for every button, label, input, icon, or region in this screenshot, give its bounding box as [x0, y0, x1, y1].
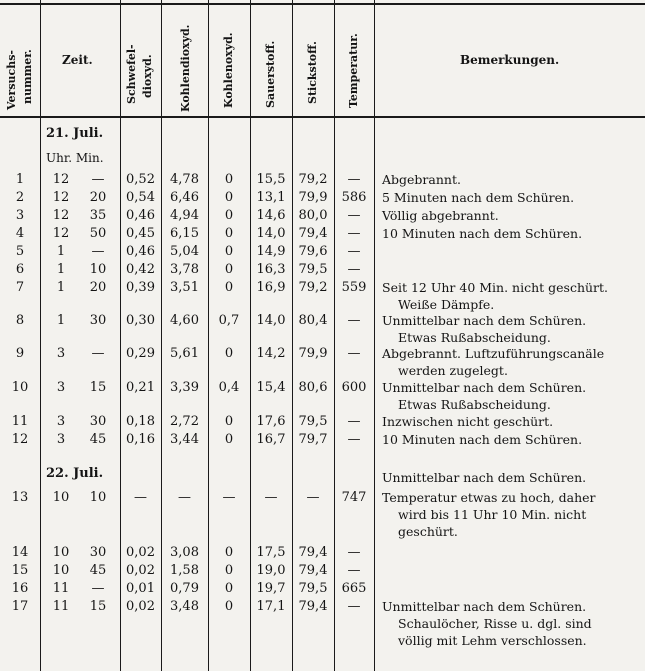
cell-temperatur: — [347, 563, 361, 578]
cell-kohlendioxyd: 2,72 [170, 414, 199, 429]
cell-nummer: 12 [11, 432, 29, 447]
remark-line: werden zugelegt. [398, 363, 508, 378]
cell-sauerstoff: 19,7 [256, 581, 286, 596]
cell-temperatur: — [347, 599, 361, 614]
cell-hour: 10 [52, 490, 70, 505]
cell-kohlenoxyd: 0 [224, 581, 234, 596]
cell-hour: 12 [52, 226, 70, 241]
cell-sauerstoff: 14,0 [256, 313, 286, 328]
header-versuchs: Versuchs- [5, 50, 18, 110]
cell-nummer: 13 [11, 490, 29, 505]
header-kohlendioxyd: Kohlendioxyd. [179, 24, 192, 112]
cell-temperatur: — [347, 346, 361, 361]
cell-hour: 11 [52, 581, 70, 596]
cell-kohlenoxyd: 0 [224, 545, 234, 560]
cell-sauerstoff: 17,6 [256, 414, 286, 429]
cell-hour: 12 [52, 190, 70, 205]
cell-minute: 30 [89, 414, 107, 429]
remark-line: Temperatur etwas zu hoch, daher [382, 490, 596, 505]
time-header: Uhr. Min. [46, 151, 104, 165]
header-zeit: Zeit. [62, 53, 93, 67]
cell-nummer: 3 [15, 208, 25, 223]
remark-line: 5 Minuten nach dem Schüren. [382, 190, 575, 205]
cell-sauerstoff: 16,3 [256, 262, 286, 277]
cell-sauerstoff: — [264, 490, 278, 505]
header-schwefel: Schwefel- [125, 44, 138, 104]
header-dioxyd: dioxyd. [141, 54, 154, 98]
cell-nummer: 6 [15, 262, 25, 277]
header-bemerkungen: Bemerkungen. [460, 53, 560, 67]
cell-nummer: 16 [11, 581, 29, 596]
cell-kohlendioxyd: — [178, 490, 191, 505]
remark-line: geschürt. [398, 524, 458, 539]
cell-sauerstoff: 19,0 [256, 563, 286, 578]
remark-line: Unmittelbar nach dem Schüren. [382, 599, 587, 614]
cell-stickstoff: 79,9 [298, 190, 328, 205]
remark-line: Völlig abgebrannt. [382, 208, 499, 223]
cell-sauerstoff: 17,1 [256, 599, 286, 614]
cell-kohlenoxyd: 0,7 [218, 313, 240, 328]
cell-nummer: 1 [15, 172, 25, 187]
date-label: 22. Juli. [46, 466, 104, 481]
cell-kohlendioxyd: 4,94 [170, 208, 199, 223]
cell-kohlendioxyd: 4,60 [170, 313, 199, 328]
cell-minute: — [91, 581, 105, 596]
cell-kohlenoxyd: 0 [224, 208, 234, 223]
remark-line: 10 Minuten nach dem Schüren. [382, 226, 583, 241]
cell-stickstoff: 80,4 [298, 313, 328, 328]
cell-minute: 15 [89, 380, 107, 395]
cell-schwefeldioxyd: 0,30 [126, 313, 155, 328]
cell-stickstoff: 79,5 [298, 581, 328, 596]
remark-line: wird bis 11 Uhr 10 Min. nicht [398, 507, 587, 522]
cell-nummer: 10 [11, 380, 29, 395]
remark-line: Seit 12 Uhr 40 Min. nicht geschürt. [382, 280, 609, 295]
cell-temperatur: — [347, 545, 361, 560]
remark-line: Unmittelbar nach dem Schüren. [382, 380, 587, 395]
header-temperatur: Temperatur. [347, 33, 360, 108]
remark-line: Abgebrannt. Luftzuführungscanäle [382, 346, 605, 361]
cell-kohlenoxyd: 0 [224, 432, 234, 447]
cell-stickstoff: 79,4 [298, 563, 328, 578]
cell-kohlendioxyd: 1,58 [170, 563, 199, 578]
cell-kohlenoxyd: 0 [224, 190, 234, 205]
cell-temperatur: 600 [341, 380, 367, 395]
cell-nummer: 8 [15, 313, 25, 328]
cell-kohlendioxyd: 3,51 [170, 280, 199, 295]
cell-nummer: 14 [11, 545, 29, 560]
cell-temperatur: — [347, 313, 361, 328]
cell-nummer: 7 [15, 280, 25, 295]
cell-hour: 3 [56, 346, 66, 361]
cell-stickstoff: 79,4 [298, 226, 328, 241]
remark-line: Etwas Rußabscheidung. [398, 330, 551, 345]
remark-line: Etwas Rußabscheidung. [398, 397, 551, 412]
cell-hour: 3 [56, 432, 66, 447]
cell-sauerstoff: 16,7 [256, 432, 286, 447]
cell-kohlenoxyd: 0 [224, 563, 234, 578]
cell-schwefeldioxyd: — [134, 490, 147, 505]
cell-schwefeldioxyd: 0,46 [126, 208, 155, 223]
header-sauerstoff: Sauerstoff. [264, 40, 277, 108]
cell-minute: 45 [89, 432, 107, 447]
cell-minute: — [91, 244, 105, 259]
cell-sauerstoff: 14,2 [256, 346, 286, 361]
cell-schwefeldioxyd: 0,18 [126, 414, 155, 429]
cell-temperatur: — [347, 172, 361, 187]
cell-minute: 20 [89, 190, 107, 205]
cell-temperatur: — [347, 244, 361, 259]
cell-hour: 1 [56, 313, 66, 328]
cell-hour: 1 [56, 262, 66, 277]
cell-temperatur: — [347, 226, 361, 241]
cell-sauerstoff: 14,9 [256, 244, 286, 259]
cell-kohlendioxyd: 3,08 [170, 545, 199, 560]
cell-kohlenoxyd: — [222, 490, 236, 505]
cell-minute: — [91, 172, 105, 187]
cell-minute: 50 [89, 226, 107, 241]
cell-stickstoff: 79,9 [298, 346, 328, 361]
cell-hour: 10 [52, 563, 70, 578]
cell-schwefeldioxyd: 0,39 [126, 280, 155, 295]
cell-sauerstoff: 17,5 [256, 545, 286, 560]
cell-kohlendioxyd: 6,46 [170, 190, 199, 205]
cell-kohlenoxyd: 0 [224, 346, 234, 361]
cell-kohlendioxyd: 3,78 [170, 262, 199, 277]
cell-stickstoff: — [306, 490, 320, 505]
cell-stickstoff: 79,2 [298, 280, 328, 295]
cell-minute: 10 [89, 262, 107, 277]
cell-kohlenoxyd: 0,4 [218, 380, 240, 395]
col-rule [374, 0, 375, 671]
cell-kohlenoxyd: 0 [224, 244, 234, 259]
cell-minute: 30 [89, 313, 107, 328]
col-rule [40, 0, 41, 671]
cell-schwefeldioxyd: 0,46 [126, 244, 155, 259]
cell-schwefeldioxyd: 0,16 [126, 432, 155, 447]
remark-line: Abgebrannt. [382, 172, 461, 187]
cell-minute: 15 [89, 599, 107, 614]
cell-nummer: 2 [15, 190, 25, 205]
cell-hour: 3 [56, 380, 66, 395]
cell-sauerstoff: 16,9 [256, 280, 286, 295]
remark-line: Weiße Dämpfe. [398, 297, 495, 312]
cell-nummer: 17 [11, 599, 29, 614]
top-rule [0, 3, 645, 5]
cell-nummer: 5 [15, 244, 25, 259]
cell-kohlendioxyd: 3,39 [170, 380, 199, 395]
cell-schwefeldioxyd: 0,02 [126, 545, 155, 560]
cell-minute: 45 [89, 563, 107, 578]
cell-kohlenoxyd: 0 [224, 280, 234, 295]
cell-hour: 3 [56, 414, 66, 429]
cell-schwefeldioxyd: 0,01 [126, 581, 155, 596]
cell-minute: — [91, 346, 105, 361]
cell-sauerstoff: 15,5 [256, 172, 286, 187]
cell-minute: 10 [89, 490, 107, 505]
cell-kohlenoxyd: 0 [224, 226, 234, 241]
cell-stickstoff: 79,6 [298, 244, 328, 259]
cell-temperatur: — [347, 414, 361, 429]
cell-nummer: 9 [15, 346, 25, 361]
cell-schwefeldioxyd: 0,29 [126, 346, 155, 361]
cell-nummer: 4 [15, 226, 25, 241]
cell-schwefeldioxyd: 0,45 [126, 226, 155, 241]
cell-minute: 30 [89, 545, 107, 560]
cell-kohlendioxyd: 3,48 [170, 599, 199, 614]
cell-nummer: 15 [11, 563, 29, 578]
remark-line: 10 Minuten nach dem Schüren. [382, 432, 583, 447]
cell-temperatur: 559 [341, 280, 367, 295]
cell-sauerstoff: 13,1 [256, 190, 286, 205]
cell-kohlenoxyd: 0 [224, 262, 234, 277]
cell-stickstoff: 79,7 [298, 432, 328, 447]
cell-stickstoff: 80,6 [298, 380, 328, 395]
cell-kohlenoxyd: 0 [224, 172, 234, 187]
cell-temperatur: 665 [341, 581, 367, 596]
header-stickstoff: Stickstoff. [306, 41, 319, 104]
cell-minute: 20 [89, 280, 107, 295]
remark-line: Unmittelbar nach dem Schüren. [382, 470, 587, 485]
cell-stickstoff: 79,4 [298, 599, 328, 614]
cell-schwefeldioxyd: 0,42 [126, 262, 155, 277]
date-label: 21. Juli. [46, 126, 104, 141]
cell-kohlendioxyd: 5,61 [170, 346, 199, 361]
cell-nummer: 11 [11, 414, 29, 429]
cell-sauerstoff: 14,6 [256, 208, 286, 223]
cell-schwefeldioxyd: 0,02 [126, 563, 155, 578]
cell-kohlendioxyd: 3,44 [170, 432, 199, 447]
cell-minute: 35 [89, 208, 107, 223]
cell-schwefeldioxyd: 0,02 [126, 599, 155, 614]
cell-hour: 12 [52, 172, 70, 187]
cell-kohlendioxyd: 0,79 [170, 581, 199, 596]
cell-stickstoff: 79,2 [298, 172, 328, 187]
cell-temperatur: — [347, 208, 361, 223]
cell-sauerstoff: 15,4 [256, 380, 286, 395]
cell-sauerstoff: 14,0 [256, 226, 286, 241]
cell-schwefeldioxyd: 0,54 [126, 190, 155, 205]
cell-stickstoff: 79,5 [298, 262, 328, 277]
header-rule [0, 116, 645, 118]
cell-stickstoff: 79,5 [298, 414, 328, 429]
cell-kohlendioxyd: 4,78 [170, 172, 199, 187]
cell-temperatur: 586 [341, 190, 367, 205]
cell-kohlenoxyd: 0 [224, 599, 234, 614]
cell-hour: 1 [56, 244, 66, 259]
cell-kohlenoxyd: 0 [224, 414, 234, 429]
cell-kohlendioxyd: 5,04 [170, 244, 199, 259]
cell-temperatur: — [347, 432, 361, 447]
cell-schwefeldioxyd: 0,52 [126, 172, 155, 187]
cell-temperatur: 747 [341, 490, 367, 505]
cell-temperatur: — [347, 262, 361, 277]
remark-line: Unmittelbar nach dem Schüren. [382, 313, 587, 328]
header-nummer: nummer. [21, 49, 34, 104]
cell-hour: 11 [52, 599, 70, 614]
header-kohlenoxyd: Kohlenoxyd. [222, 32, 235, 108]
remark-line: völlig mit Lehm verschlossen. [398, 633, 587, 648]
cell-schwefeldioxyd: 0,21 [126, 380, 155, 395]
remark-line: Inzwischen nicht geschürt. [382, 414, 554, 429]
cell-kohlendioxyd: 6,15 [170, 226, 199, 241]
cell-hour: 12 [52, 208, 70, 223]
cell-hour: 1 [56, 280, 66, 295]
remark-line: Schaulöcher, Risse u. dgl. sind [398, 616, 592, 631]
cell-stickstoff: 80,0 [298, 208, 328, 223]
cell-hour: 10 [52, 545, 70, 560]
cell-stickstoff: 79,4 [298, 545, 328, 560]
